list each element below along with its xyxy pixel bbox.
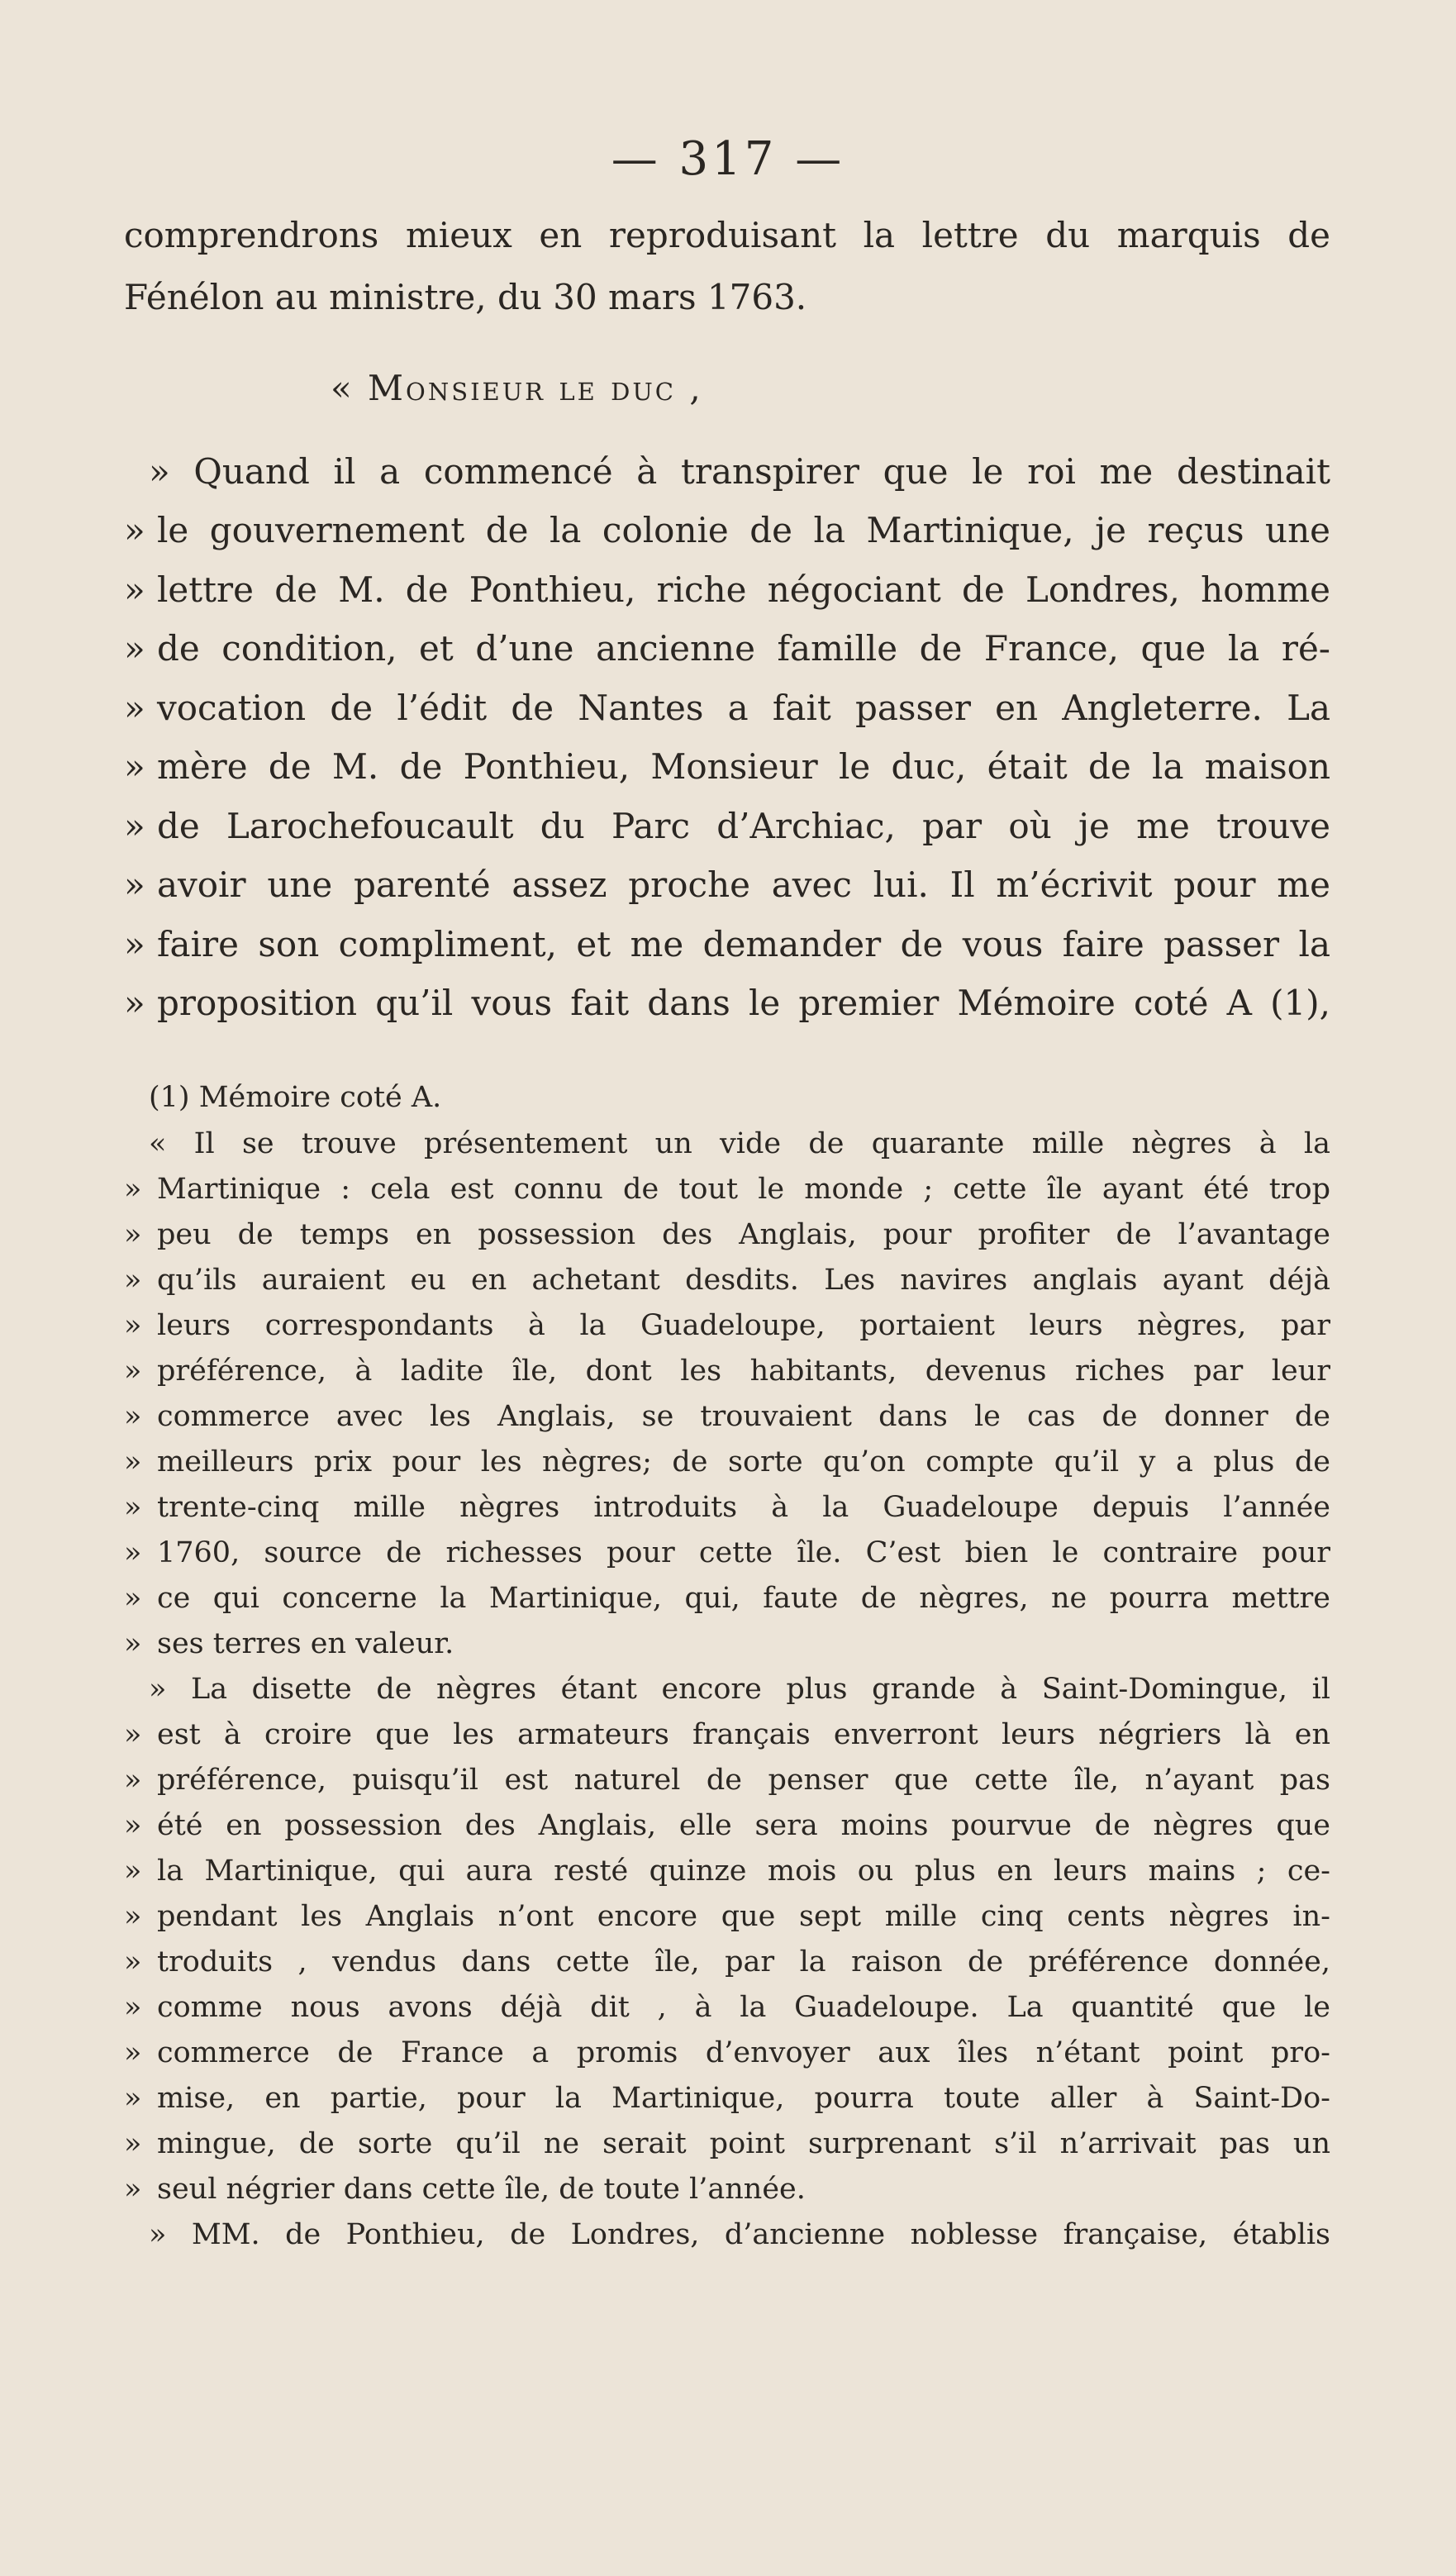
footnote-line [124, 1350, 1330, 1393]
text: seul négrier dans cette île, de toute l’année. [157, 2173, 806, 2206]
text: proposition qu’il vous fait dans le premier Mémoire coté A (1), [157, 983, 1330, 1023]
page-number: — 317 — [611, 132, 845, 186]
quote-mark: » [124, 2173, 142, 2206]
text: ce qui concerne la Martinique, qui, faute de nègres, ne pourra mettre [157, 1582, 1330, 1615]
quote-mark: » [124, 628, 145, 669]
text-line [124, 742, 1330, 792]
footnote-line [124, 2077, 1330, 2120]
text: Martinique : cela est connu de tout le monde ; cette île ayant été trop [157, 1173, 1330, 1206]
footnote-line [124, 2122, 1330, 2165]
text: ses terres en valeur. [157, 1627, 454, 1660]
quote-mark: » [124, 569, 145, 610]
footnote-line [124, 1304, 1330, 1347]
text: mise, en partie, pour la Martinique, pourra toute aller à Saint-Do- [157, 2082, 1330, 2115]
text: leurs correspondants à la Guadeloupe, portaient leurs nègres, par [157, 1309, 1330, 1342]
text: meilleurs prix pour les nègres; de sorte qu’on compte qu’il y a plus de [157, 1445, 1330, 1478]
text: comme nous avons déjà dit , à la Guadeloupe. La quantité que le [157, 1991, 1330, 2024]
quote-mark: » [124, 924, 145, 964]
salutation: « Monsieur le duc , [331, 368, 703, 408]
text: mingue, de sorte qu’il ne serait point surprenant s’il n’arrivait pas un [157, 2127, 1330, 2160]
quote-mark: » [124, 1536, 142, 1569]
footnote-line: » MM. de Ponthieu, de Londres, d’ancienne noblesse française, établis [149, 2218, 1330, 2251]
text: troduits , vendus dans cette île, par la raison de préférence donnée, [157, 1945, 1330, 1978]
text: été en possession des Anglais, elle sera moins pourvue de nègres que [157, 1809, 1330, 1842]
quote-mark: » [124, 1309, 142, 1342]
quote-mark: » [124, 1445, 142, 1478]
text: qu’ils auraient eu en achetant desdits. Les navires anglais ayant déjà [157, 1264, 1330, 1297]
text: 1760, source de richesses pour cette île. C’est bien le contraire pour [157, 1536, 1330, 1569]
quote-mark: » [124, 1355, 142, 1388]
text: mère de M. de Ponthieu, Monsieur le duc, était de la maison [157, 746, 1330, 787]
text-line [124, 624, 1330, 674]
quote-mark: » [124, 1945, 142, 1978]
footnote-line [124, 1804, 1330, 1847]
quote-mark: » [124, 510, 145, 550]
quote-mark: » [124, 688, 145, 728]
footnote-line [124, 1850, 1330, 1893]
footnote-line [124, 1895, 1330, 1938]
quote-mark: » [124, 1900, 142, 1933]
quote-mark: » [124, 1991, 142, 2024]
text: commerce de France a promis d’envoyer aux îles n’étant point pro- [157, 2036, 1330, 2069]
text: commerce avec les Anglais, se trouvaient dans le cas de donner de [157, 1400, 1330, 1433]
text: de Larochefoucault du Parc d’Archiac, par où je me trouve [157, 806, 1330, 846]
text: trente-cinq mille nègres introduits à la Guadeloupe depuis l’année [157, 1491, 1330, 1524]
footnote-line [124, 1713, 1330, 1756]
text-line: Fénélon au ministre, du 30 mars 1763. [124, 277, 807, 317]
quote-mark: » [124, 1173, 142, 1206]
quote-mark: » [124, 864, 145, 905]
quote-mark: » [124, 1855, 142, 1888]
footnote-line [124, 1531, 1330, 1574]
text-line [124, 565, 1330, 615]
footnote-line [124, 1486, 1330, 1529]
quote-mark: » [124, 746, 145, 787]
text-line: comprendrons mieux en reproduisant la lettre du marquis de [124, 215, 1330, 255]
footnote-line [124, 1759, 1330, 1802]
footnote-line: « Il se trouve présentement un vide de quarante mille nègres à la [149, 1127, 1330, 1160]
quote-mark: » [124, 2082, 142, 2115]
text: lettre de M. de Ponthieu, riche négociant de Londres, homme [157, 569, 1330, 610]
text-line [124, 506, 1330, 555]
text-line [124, 978, 1330, 1028]
text: préférence, à ladite île, dont les habitants, devenus riches par leur [157, 1355, 1330, 1388]
text: vocation de l’édit de Nantes a fait passer en Angleterre. La [157, 688, 1330, 728]
footnote-line [124, 1577, 1330, 1620]
footnote-title: (1) Mémoire coté A. [149, 1081, 442, 1114]
footnote-line [124, 1168, 1330, 1211]
footnote-line [124, 1213, 1330, 1256]
footnote-line [124, 2168, 1330, 2211]
text: avoir une parenté assez proche avec lui. Il m’écrivit pour me [157, 864, 1330, 905]
text-line [124, 860, 1330, 910]
quote-mark: » [124, 806, 145, 846]
quote-mark: » [124, 983, 145, 1023]
text-line: » Quand il a commencé à transpirer que le roi me destinait [149, 451, 1330, 492]
footnote-line [124, 1259, 1330, 1302]
quote-mark: » [124, 1400, 142, 1433]
quote-mark: » [124, 1491, 142, 1524]
text: peu de temps en possession des Anglais, pour profiter de l’avantage [157, 1218, 1330, 1251]
text: le gouvernement de la colonie de la Martinique, je reçus une [157, 510, 1330, 550]
quote-mark: » [124, 2127, 142, 2160]
footnote-line [124, 2031, 1330, 2074]
quote-mark: » [124, 1627, 142, 1660]
text-line [124, 920, 1330, 969]
text: de condition, et d’une ancienne famille de France, que la ré- [157, 628, 1330, 669]
quote-mark: » [124, 1218, 142, 1251]
text: pendant les Anglais n’ont encore que sept mille cinq cents nègres in- [157, 1900, 1330, 1933]
footnote-line: » La disette de nègres étant encore plus grande à Saint-Domingue, il [149, 1673, 1330, 1706]
text: faire son compliment, et me demander de vous faire passer la [157, 924, 1330, 964]
text: préférence, puisqu’il est naturel de penser que cette île, n’ayant pas [157, 1764, 1330, 1797]
quote-mark: » [124, 1764, 142, 1797]
text: est à croire que les armateurs français enverront leurs négriers là en [157, 1718, 1330, 1751]
footnote-line [124, 1622, 1330, 1665]
footnote-line [124, 1440, 1330, 1483]
text-line [124, 683, 1330, 733]
text-line [124, 802, 1330, 851]
quote-mark: » [124, 1582, 142, 1615]
footnote-line [124, 1940, 1330, 1983]
quote-mark: » [124, 1264, 142, 1297]
quote-mark: » [124, 1809, 142, 1842]
text: la Martinique, qui aura resté quinze mois ou plus en leurs mains ; ce- [157, 1855, 1330, 1888]
footnote-line [124, 1986, 1330, 2029]
quote-mark: » [124, 2036, 142, 2069]
footnote-line [124, 1395, 1330, 1438]
quote-mark: » [124, 1718, 142, 1751]
